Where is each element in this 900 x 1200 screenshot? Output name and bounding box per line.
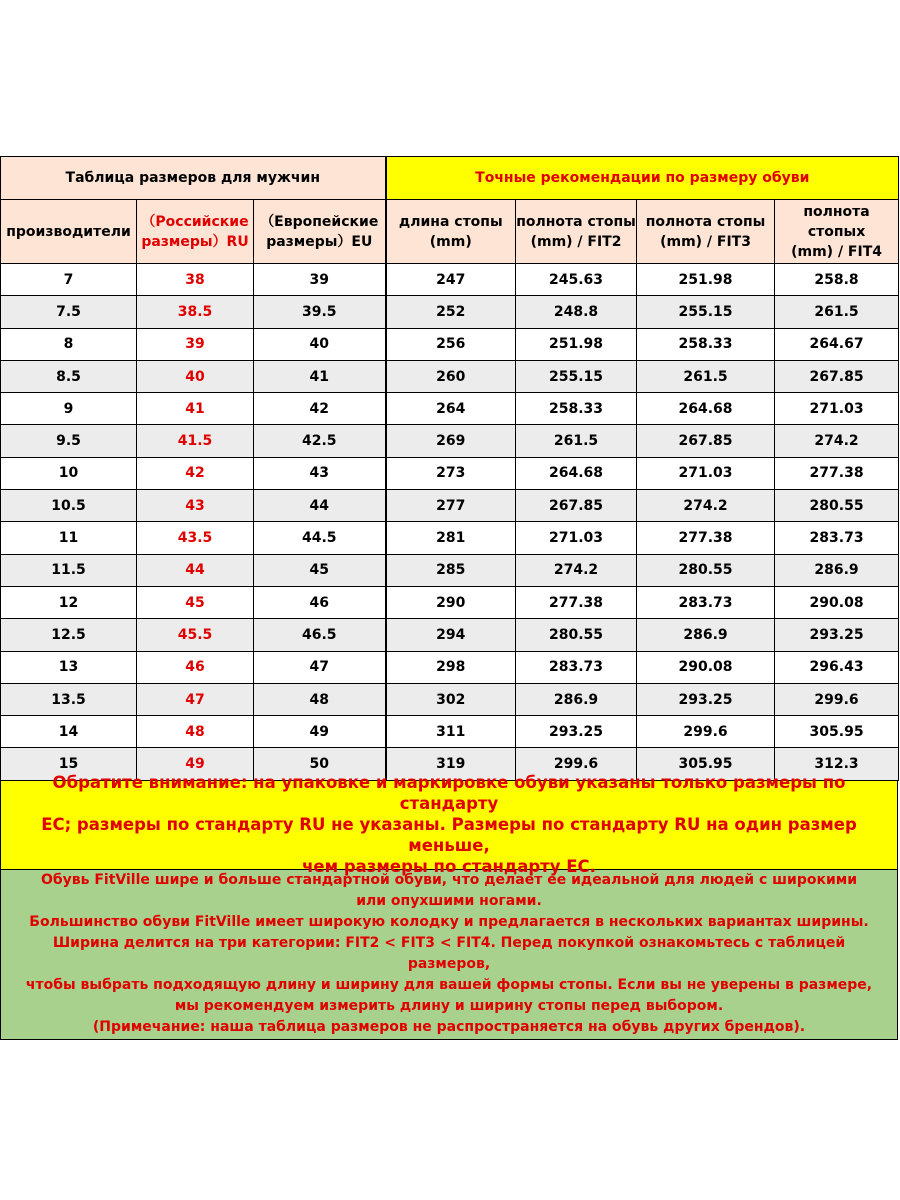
table-row <box>1 360 899 392</box>
cell-fit4: 261.5 <box>775 296 899 328</box>
cell-fit4: 283.73 <box>775 522 899 554</box>
notice-standards <box>0 773 898 877</box>
cell-fit3: 290.08 <box>637 651 775 683</box>
cell-eu: 39.5 <box>254 296 386 328</box>
cell-manufacturer: 7 <box>1 264 137 296</box>
table-row <box>1 522 899 554</box>
notice-fitville-line: чтобы выбрать подходящую длину и ширину для вашей формы стопы. Если вы не уверены в размере, <box>25 977 873 994</box>
cell-ru: 45.5 <box>137 619 254 651</box>
cell-manufacturer: 8 <box>1 328 137 360</box>
cell-fit3: 258.33 <box>637 328 775 360</box>
notice-fitville-line: Ширина делится на три категории: FIT2 < FIT3 < FIT4. Перед покупкой ознакомьтесь с таблицей размеров, <box>52 935 846 973</box>
cell-eu: 40 <box>254 328 386 360</box>
cell-manufacturer: 13 <box>1 651 137 683</box>
table-row <box>1 296 899 328</box>
cell-length: 264 <box>386 393 516 425</box>
cell-eu: 44 <box>254 490 386 522</box>
cell-manufacturer: 12.5 <box>1 619 137 651</box>
col-header-length: длина стопы (mm) <box>386 200 516 264</box>
cell-fit3: 299.6 <box>637 716 775 748</box>
cell-length: 273 <box>386 457 516 489</box>
cell-fit4: 264.67 <box>775 328 899 360</box>
cell-eu: 39 <box>254 264 386 296</box>
table-row <box>1 457 899 489</box>
cell-fit3: 280.55 <box>637 554 775 586</box>
cell-length: 269 <box>386 425 516 457</box>
table-row <box>1 425 899 457</box>
cell-eu: 45 <box>254 554 386 586</box>
col-header-fit3: полнота стопы (mm) / FIT3 <box>637 200 775 264</box>
cell-ru: 41 <box>137 393 254 425</box>
cell-ru: 43 <box>137 490 254 522</box>
notice-fitville-line: (Примечание: наша таблица размеров не распространяется на обувь других брендов). <box>92 1019 806 1036</box>
table-row <box>1 264 899 296</box>
column-header-row <box>1 200 899 264</box>
cell-length: 319 <box>386 748 516 780</box>
table-row <box>1 490 899 522</box>
cell-ru: 40 <box>137 360 254 392</box>
cell-length: 252 <box>386 296 516 328</box>
cell-length: 285 <box>386 554 516 586</box>
cell-ru: 41.5 <box>137 425 254 457</box>
cell-manufacturer: 12 <box>1 586 137 618</box>
cell-length: 311 <box>386 716 516 748</box>
cell-manufacturer: 9 <box>1 393 137 425</box>
cell-ru: 43.5 <box>137 522 254 554</box>
cell-ru: 42 <box>137 457 254 489</box>
cell-length: 260 <box>386 360 516 392</box>
cell-fit4: 286.9 <box>775 554 899 586</box>
cell-fit3: 293.25 <box>637 683 775 715</box>
notice-fitville-line: Большинство обуви FitVille имеет широкую колодку и предлагается в нескольких вариантах ширины. <box>29 914 869 931</box>
cell-eu: 43 <box>254 457 386 489</box>
cell-fit4: 271.03 <box>775 393 899 425</box>
cell-fit2: 264.68 <box>516 457 637 489</box>
cell-ru: 48 <box>137 716 254 748</box>
notice-fitville-line: Обувь FitVille шире и больше стандартной обуви, что делает ее идеальной для людей с широкими <box>40 872 858 889</box>
cell-eu: 42 <box>254 393 386 425</box>
cell-eu: 42.5 <box>254 425 386 457</box>
cell-fit2: 280.55 <box>516 619 637 651</box>
cell-eu: 41 <box>254 360 386 392</box>
cell-ru: 39 <box>137 328 254 360</box>
cell-fit3: 286.9 <box>637 619 775 651</box>
cell-fit3: 261.5 <box>637 360 775 392</box>
cell-fit3: 251.98 <box>637 264 775 296</box>
cell-fit3: 283.73 <box>637 586 775 618</box>
cell-ru: 38 <box>137 264 254 296</box>
cell-ru: 38.5 <box>137 296 254 328</box>
col-header-eu: （Европейские размеры）EU <box>254 200 386 264</box>
notice-fitville-line: мы рекомендуем измерить длину и ширину стопы перед выбором. <box>174 998 724 1015</box>
cell-fit3: 255.15 <box>637 296 775 328</box>
cell-manufacturer: 13.5 <box>1 683 137 715</box>
cell-fit2: 261.5 <box>516 425 637 457</box>
cell-fit2: 248.8 <box>516 296 637 328</box>
cell-fit2: 258.33 <box>516 393 637 425</box>
cell-ru: 45 <box>137 586 254 618</box>
cell-fit2: 299.6 <box>516 748 637 780</box>
cell-fit2: 274.2 <box>516 554 637 586</box>
cell-fit2: 293.25 <box>516 716 637 748</box>
cell-fit2: 251.98 <box>516 328 637 360</box>
cell-fit4: 299.6 <box>775 683 899 715</box>
cell-manufacturer: 10.5 <box>1 490 137 522</box>
cell-fit4: 274.2 <box>775 425 899 457</box>
cell-eu: 48 <box>254 683 386 715</box>
cell-length: 298 <box>386 651 516 683</box>
table-row <box>1 651 899 683</box>
cell-eu: 46.5 <box>254 619 386 651</box>
cell-fit3: 264.68 <box>637 393 775 425</box>
table-row <box>1 393 899 425</box>
cell-eu: 44.5 <box>254 522 386 554</box>
cell-manufacturer: 8.5 <box>1 360 137 392</box>
size-table <box>0 156 899 781</box>
cell-manufacturer: 10 <box>1 457 137 489</box>
cell-eu: 49 <box>254 716 386 748</box>
cell-fit3: 305.95 <box>637 748 775 780</box>
table-row <box>1 683 899 715</box>
cell-fit2: 283.73 <box>516 651 637 683</box>
cell-length: 247 <box>386 264 516 296</box>
table-title: Таблица размеров для мужчин <box>1 157 386 200</box>
cell-length: 281 <box>386 522 516 554</box>
cell-ru: 47 <box>137 683 254 715</box>
col-header-ru: （Российские размеры）RU <box>137 200 254 264</box>
cell-fit3: 277.38 <box>637 522 775 554</box>
cell-fit4: 277.38 <box>775 457 899 489</box>
cell-fit4: 267.85 <box>775 360 899 392</box>
table-row <box>1 619 899 651</box>
cell-fit2: 286.9 <box>516 683 637 715</box>
col-header-fit2: полнота стопы (mm) / FIT2 <box>516 200 637 264</box>
cell-length: 256 <box>386 328 516 360</box>
table-row <box>1 716 899 748</box>
cell-fit2: 267.85 <box>516 490 637 522</box>
cell-fit4: 280.55 <box>775 490 899 522</box>
cell-fit4: 305.95 <box>775 716 899 748</box>
cell-ru: 49 <box>137 748 254 780</box>
cell-manufacturer: 7.5 <box>1 296 137 328</box>
notice-standards-line: чем размеры по стандарту EC. <box>302 857 596 877</box>
cell-length: 290 <box>386 586 516 618</box>
cell-eu: 46 <box>254 586 386 618</box>
cell-fit2: 277.38 <box>516 586 637 618</box>
cell-fit4: 312.3 <box>775 748 899 780</box>
notice-standards-line: EC; размеры по стандарту RU не указаны. Размеры по стандарту RU на один размер меньше, <box>41 815 857 856</box>
cell-manufacturer: 11 <box>1 522 137 554</box>
cell-fit3: 271.03 <box>637 457 775 489</box>
table-row <box>1 328 899 360</box>
cell-fit4: 290.08 <box>775 586 899 618</box>
cell-eu: 47 <box>254 651 386 683</box>
notice-standards-line: Обратите внимание: на упаковке и маркировке обуви указаны только размеры по стандарту <box>52 773 846 814</box>
cell-fit3: 274.2 <box>637 490 775 522</box>
cell-fit3: 267.85 <box>637 425 775 457</box>
cell-manufacturer: 15 <box>1 748 137 780</box>
size-chart <box>0 156 898 1040</box>
title-row <box>1 157 899 200</box>
cell-fit4: 293.25 <box>775 619 899 651</box>
cell-fit2: 245.63 <box>516 264 637 296</box>
table-row <box>1 554 899 586</box>
col-header-manufacturer: производители <box>1 200 137 264</box>
notice-fitville <box>0 870 898 1040</box>
cell-length: 277 <box>386 490 516 522</box>
table-row <box>1 586 899 618</box>
cell-eu: 50 <box>254 748 386 780</box>
cell-fit2: 255.15 <box>516 360 637 392</box>
cell-fit4: 258.8 <box>775 264 899 296</box>
cell-manufacturer: 11.5 <box>1 554 137 586</box>
cell-fit2: 271.03 <box>516 522 637 554</box>
cell-ru: 44 <box>137 554 254 586</box>
cell-fit4: 296.43 <box>775 651 899 683</box>
cell-length: 302 <box>386 683 516 715</box>
cell-manufacturer: 14 <box>1 716 137 748</box>
cell-length: 294 <box>386 619 516 651</box>
cell-ru: 46 <box>137 651 254 683</box>
notice-fitville-line: или опухшими ногами. <box>356 893 542 910</box>
col-header-fit4: полнота стопых (mm) / FIT4 <box>775 200 899 264</box>
cell-manufacturer: 9.5 <box>1 425 137 457</box>
recommendation-title: Точные рекомендации по размеру обуви <box>386 157 899 200</box>
